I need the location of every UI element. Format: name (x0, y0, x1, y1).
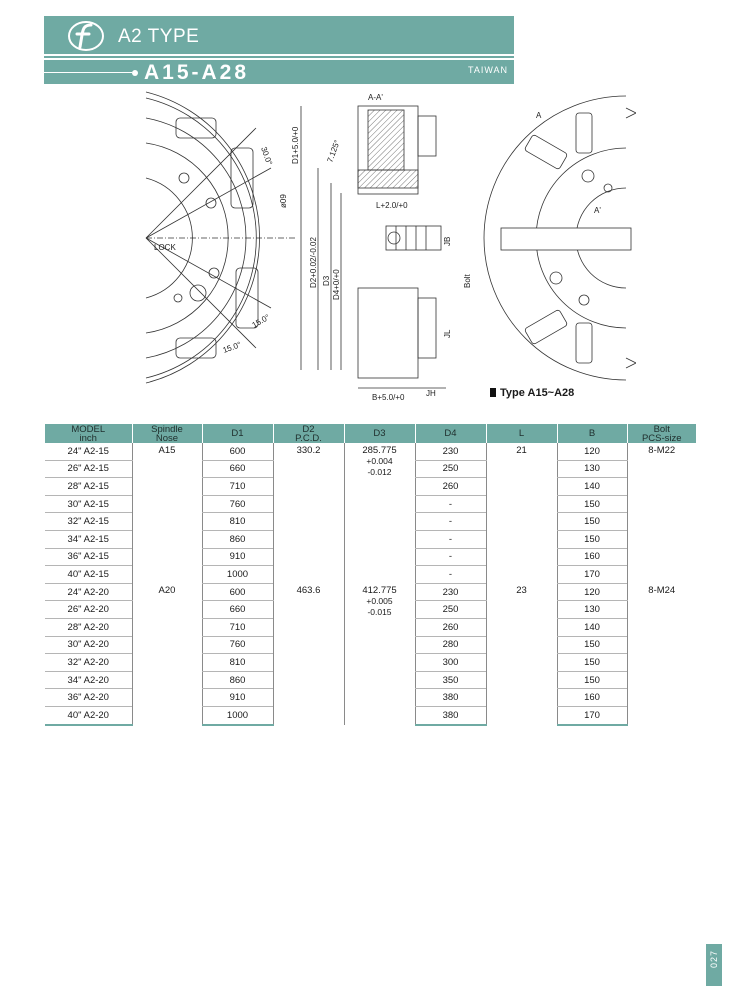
col-b: B (557, 424, 627, 443)
section-body-lower (358, 288, 418, 378)
angle-label-1: 30.0° (259, 145, 275, 167)
model-cell: 26" A2-15 (45, 460, 132, 478)
section-label: A-A' (368, 93, 383, 102)
header-dot (132, 70, 138, 76)
b-label: B+5.0/+0 (372, 393, 405, 402)
d4-cell: 250 (415, 601, 486, 619)
front-view-outer-arc (146, 92, 260, 383)
angle-label-2: 15.0° (250, 312, 272, 330)
d3-cell: 412.775 +0.005 -0.015 (344, 583, 415, 724)
model-cell: 32" A2-15 (45, 513, 132, 531)
chuck-drawing-svg (136, 88, 636, 408)
d4-cell: 250 (415, 460, 486, 478)
d4-cell: - (415, 513, 486, 531)
col-d1: D1 (202, 424, 273, 443)
col-d2: D2 P.C.D. (273, 424, 344, 443)
bolt-label: Bolt (463, 274, 472, 288)
bolt-hole (174, 294, 182, 302)
model-cell: 26" A2-20 (45, 601, 132, 619)
type-label-text: Type A15~A28 (500, 387, 575, 399)
d1-cell: 860 (202, 671, 273, 689)
d4-label: D4+0/+0 (332, 269, 341, 300)
col-spindle: Spindle Nose (132, 424, 202, 443)
page-number: 027 (709, 949, 719, 968)
jb-label: JB (443, 236, 452, 246)
model-cell: 36" A2-20 (45, 689, 132, 707)
d4-cell: 380 (415, 706, 486, 724)
d2-label: D2+0.02/-0.02 (309, 237, 318, 288)
b-cell: 150 (557, 636, 627, 654)
jaw-screw (386, 226, 441, 250)
b-cell: 160 (557, 548, 627, 566)
d1-cell: 810 (202, 513, 273, 531)
d1-cell: 760 (202, 495, 273, 513)
bolt-hole (179, 173, 189, 183)
b-cell: 120 (557, 583, 627, 601)
technical-drawing (136, 88, 636, 408)
d4-cell: 230 (415, 443, 486, 460)
type-label (490, 387, 574, 399)
d1-cell: 1000 (202, 706, 273, 724)
d1-cell: 660 (202, 601, 273, 619)
b-cell: 120 (557, 443, 627, 460)
d1-cell: 910 (202, 548, 273, 566)
model-cell: 40" A2-20 (45, 706, 132, 724)
d4-cell: 260 (415, 618, 486, 636)
d1-cell: 1000 (202, 566, 273, 584)
b-cell: 130 (557, 601, 627, 619)
model-cell: 24" A2-15 (45, 443, 132, 460)
b-cell: 140 (557, 618, 627, 636)
d1-cell: 600 (202, 443, 273, 460)
brand-logo-icon (66, 19, 106, 53)
spindle-cell: A20 (132, 583, 202, 724)
d3-label: D3 (322, 275, 331, 286)
pcd-label: ø09 (279, 194, 288, 208)
jl-label: JL (443, 329, 452, 338)
b-cell: 150 (557, 513, 627, 531)
page-title: A2 TYPE (118, 26, 200, 47)
b-cell: 150 (557, 495, 627, 513)
country-label: TAIWAN (468, 65, 508, 75)
model-cell: 30" A2-20 (45, 636, 132, 654)
col-d4: D4 (415, 424, 486, 443)
d1-cell: 660 (202, 460, 273, 478)
col-bolt: Bolt PCS-size (627, 424, 696, 443)
col-model: MODEL inch (45, 424, 132, 443)
d4-cell: - (415, 495, 486, 513)
section-label-a: A (536, 111, 542, 120)
d2-cell: 463.6 (273, 583, 344, 724)
d1-cell: 910 (202, 689, 273, 707)
bolt-hole (190, 285, 206, 301)
d4-cell: 230 (415, 583, 486, 601)
d1-cell: 810 (202, 654, 273, 672)
header-top-bar (44, 16, 514, 54)
model-cell: 36" A2-15 (45, 548, 132, 566)
model-cell: 24" A2-20 (45, 583, 132, 601)
b-cell: 150 (557, 530, 627, 548)
bolt-cell: 8-M22 (627, 443, 696, 583)
b-cell: 160 (557, 689, 627, 707)
d4-cell: 300 (415, 654, 486, 672)
d4-cell: 260 (415, 478, 486, 496)
d1-cell: 860 (202, 530, 273, 548)
d4-cell: 350 (415, 671, 486, 689)
d1-cell: 760 (202, 636, 273, 654)
spindle-cell: A15 (132, 443, 202, 583)
col-l: L (486, 424, 557, 443)
b-cell: 130 (557, 460, 627, 478)
d1-cell: 600 (202, 583, 273, 601)
d4-cell: - (415, 548, 486, 566)
header-divider (44, 56, 514, 58)
lock-label: LOCK (154, 243, 176, 252)
jh-label: JH (426, 389, 436, 398)
type-marker-icon (490, 388, 496, 397)
d4-cell: 280 (415, 636, 486, 654)
col-d3: D3 (344, 424, 415, 443)
model-cell: 40" A2-15 (45, 566, 132, 584)
bolt-cell: 8-M24 (627, 583, 696, 724)
d3-cell: 285.775 +0.004 -0.012 (344, 443, 415, 583)
d2-cell: 330.2 (273, 443, 344, 583)
d1-cell: 710 (202, 618, 273, 636)
header-banner (44, 16, 514, 84)
d1-label: D1+5.0/+0 (291, 126, 300, 164)
d1-cell: 710 (202, 478, 273, 496)
model-cell: 28" A2-15 (45, 478, 132, 496)
angle-label-4: 7.125° (325, 138, 342, 164)
bolt-hole (206, 198, 216, 208)
table-row (45, 443, 696, 460)
section-label-a2: A' (594, 206, 601, 215)
b-cell: 170 (557, 566, 627, 584)
header-dash-line (44, 72, 132, 73)
angle-label-3: 15.0° (221, 339, 243, 355)
table-header-row (45, 424, 696, 443)
l-cell: 21 (486, 443, 557, 583)
l-label: L+2.0/+0 (376, 201, 408, 210)
table-row (45, 583, 696, 601)
b-cell: 140 (557, 478, 627, 496)
d4-cell: 380 (415, 689, 486, 707)
model-cell: 34" A2-15 (45, 530, 132, 548)
page-subtitle: A15-A28 (144, 61, 250, 84)
b-cell: 170 (557, 706, 627, 724)
model-cell: 28" A2-20 (45, 618, 132, 636)
l-cell: 23 (486, 583, 557, 724)
spec-table (45, 424, 696, 726)
model-cell: 32" A2-20 (45, 654, 132, 672)
b-cell: 150 (557, 654, 627, 672)
d4-cell: - (415, 530, 486, 548)
d4-cell: - (415, 566, 486, 584)
b-cell: 150 (557, 671, 627, 689)
model-cell: 34" A2-20 (45, 671, 132, 689)
model-cell: 30" A2-15 (45, 495, 132, 513)
